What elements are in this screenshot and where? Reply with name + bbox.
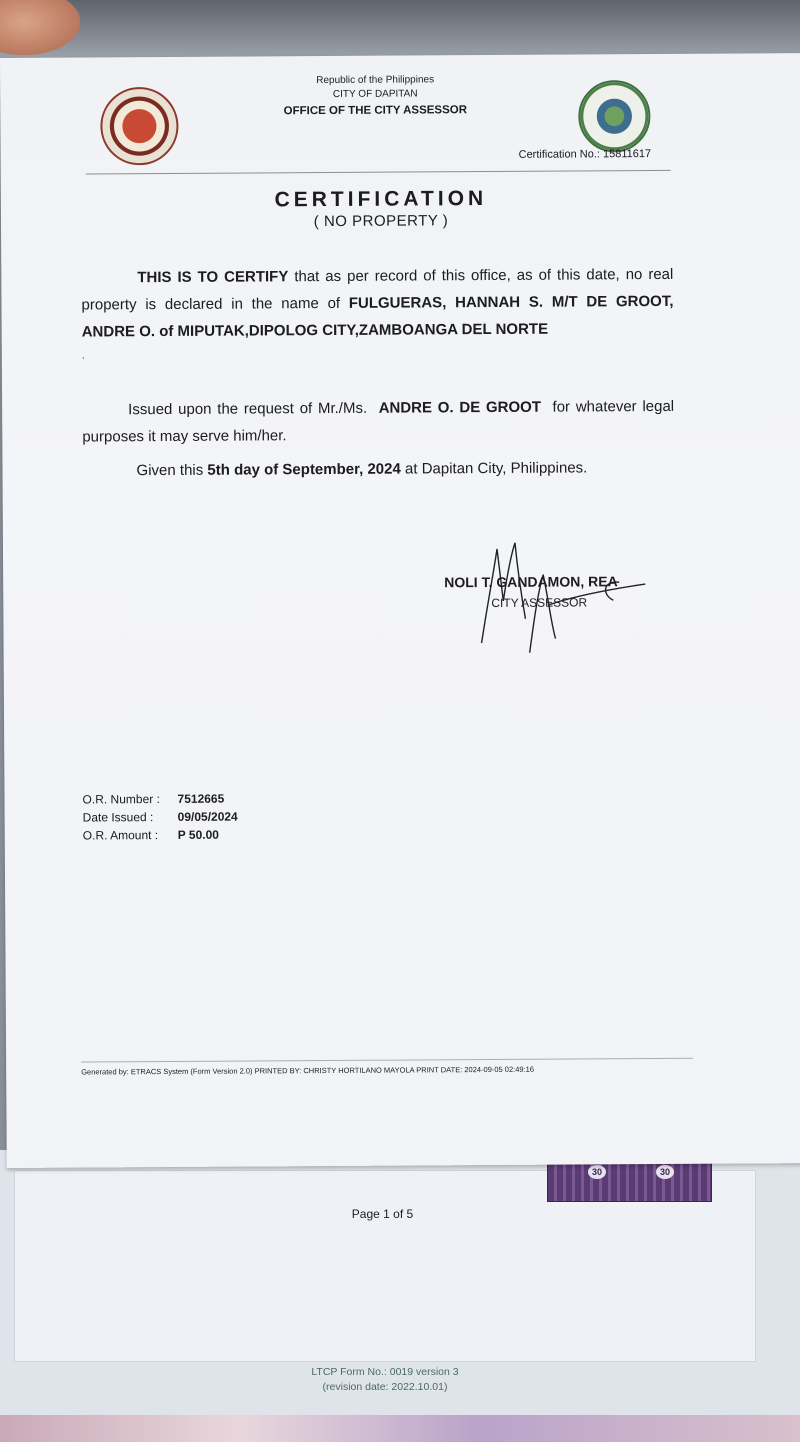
date-issued-value: 09/05/2024 (177, 809, 238, 824)
certification-sheet (0, 53, 800, 1168)
request-paragraph (82, 393, 674, 451)
or-amount-value: P 50.00 (177, 827, 219, 842)
stamp-value-left: 30 (588, 1165, 606, 1179)
given-date: 5th day of September, 2024 (207, 460, 401, 479)
form-number: LTCP Form No.: 0019 version 3 (311, 1366, 459, 1378)
city-line: CITY OF DAPITAN (332, 88, 418, 100)
given-text-b: at Dapitan City, Philippines. (404, 459, 588, 478)
republic-line: Republic of the Philippines (316, 74, 435, 87)
page-number: Page 1 of 5 (351, 1207, 414, 1221)
footer-divider (81, 1058, 693, 1063)
or-number-row (82, 790, 224, 809)
requester-name: ANDRE O. DE GROOT (378, 398, 542, 417)
certify-lead: THIS IS TO CERTIFY (137, 268, 289, 287)
header-divider (86, 170, 671, 175)
generated-by-footer: Generated by: ETRACS System (Form Version 2.0) PRINTED BY: CHRISTY HORTILANO MAYOLA PRINT DATE: 2024-09-05 02:49:16 (81, 1064, 535, 1077)
or-number-label: O.R. Number : (82, 792, 160, 807)
certify-paragraph (81, 261, 673, 346)
office-line: OFFICE OF THE CITY ASSESSOR (283, 104, 468, 118)
request-text-a: Issued upon the request of Mr./Ms. (128, 399, 368, 419)
signature-icon (463, 534, 664, 655)
form-number-block (0, 1365, 770, 1395)
assessor-office-seal-icon (578, 80, 650, 152)
certification-number-value: 15811617 (602, 148, 652, 161)
city-seal-icon (100, 87, 178, 165)
date-issued-row (83, 808, 238, 827)
page-title: CERTIFICATION (274, 187, 488, 212)
date-issued-label: Date Issued : (82, 810, 154, 825)
certification-number (519, 148, 652, 161)
letterhead (240, 73, 510, 119)
signatory-name: NOLI T. GANDAMON, REA (444, 573, 618, 591)
certification-number-label: Certification No.: (518, 148, 600, 161)
signatory-title: CITY ASSESSOR (491, 595, 588, 611)
page-subtitle: ( NO PROPERTY ) (313, 212, 449, 231)
documentary-stamp (547, 1158, 712, 1202)
certify-text: that as per record of this office, as of this date, no real property is declared in the name of (81, 265, 674, 314)
or-amount-row (83, 826, 219, 845)
revision-date: (revision date: 2022.10.01) (322, 1381, 448, 1393)
finger-shadow (0, 0, 80, 55)
paragraph-mark: . (81, 350, 85, 362)
or-amount-label: O.R. Amount : (82, 828, 159, 843)
or-number-value: 7512665 (177, 791, 225, 806)
stamp-value-right: 30 (656, 1165, 674, 1179)
given-text-a: Given this (136, 461, 204, 480)
given-paragraph (136, 454, 676, 484)
certified-names: FULGUERAS, HANNAH S. M/T DE GROOT, ANDRE O. of MIPUTAK,DIPOLOG CITY,ZAMBOANGA DEL NORTE (81, 292, 674, 341)
request-text-b: for whatever legal purposes it may serve him/her. (82, 397, 675, 446)
